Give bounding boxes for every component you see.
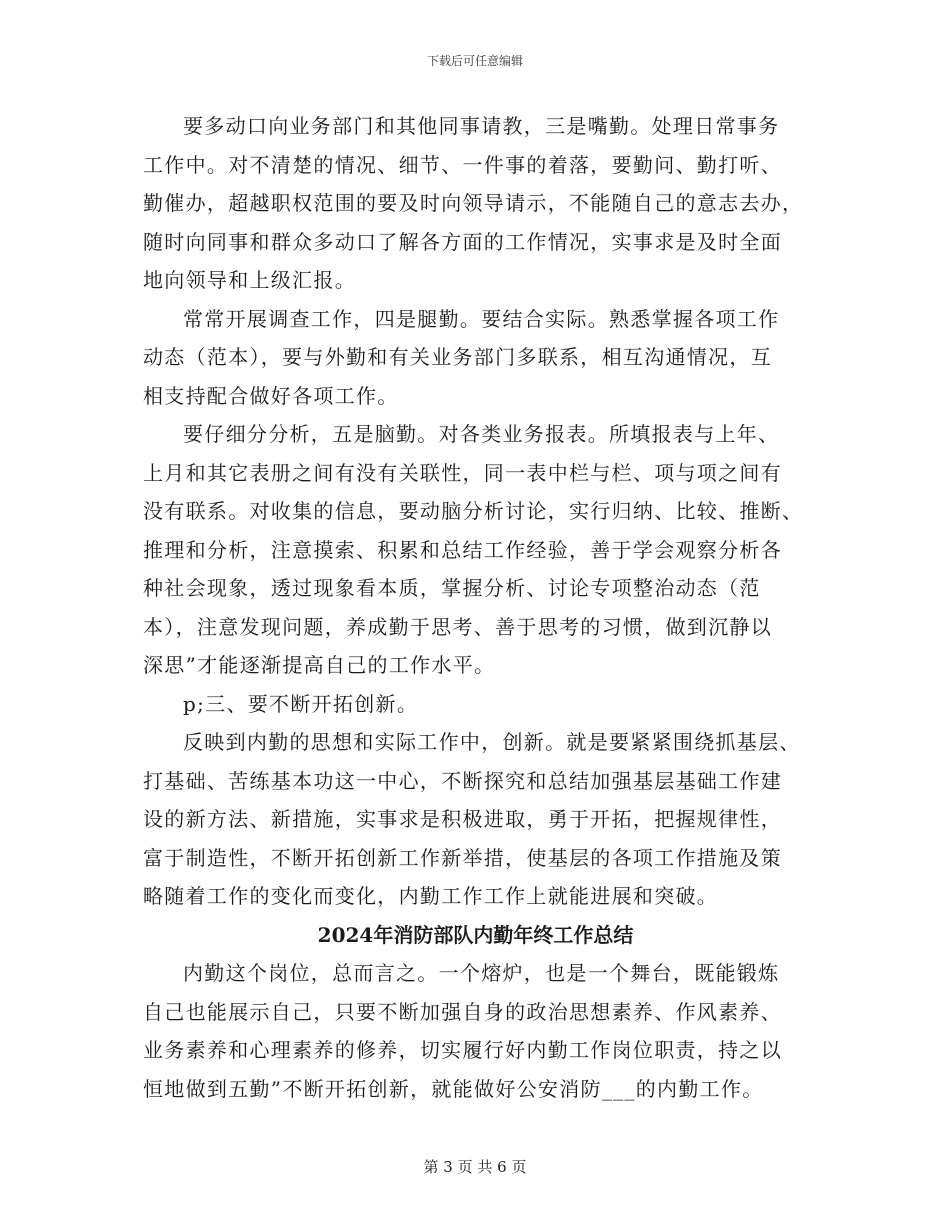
paragraph-group-top xyxy=(143,107,808,916)
text-line: 上月和其它表册之间有没有关联性，同一表中栏与栏、项与项之间有 xyxy=(143,460,782,485)
text-line: 富于制造性，不断开拓创新工作新举措，使基层的各项工作措施及策 xyxy=(143,845,782,870)
text-line: 打基础、苦练基本功这一中心，不断探究和总结加强基层基础工作建 xyxy=(143,768,782,793)
page-header: 下载后可任意编辑 xyxy=(426,54,523,68)
text-line: 没有联系。对收集的信息，要动脑分析讨论，实行归纳、比较、推断、 xyxy=(143,499,804,523)
text-line: 内勤这个岗位，总而言之。一个熔炉，也是一个舞台，既能锻炼 xyxy=(183,961,780,985)
text-line: 本），注意发现问题，养成勤于思考、善于思考的习惯，做到沉静以 xyxy=(143,614,772,639)
text-line: 业务素养和心理素养的修养，切实履行好内勤工作岗位职责，持之以 xyxy=(143,1038,782,1062)
text-line: p;三、要不断开拓创新。 xyxy=(183,691,419,716)
text-line: 种社会现象，透过现象看本质，掌握分析、讨论专项整治动态（范 xyxy=(143,576,761,600)
text-line: 要仔细分分析，五是脑勤。对各类业务报表。所填报表与上年、 xyxy=(183,422,780,446)
text-line: 要多动口向业务部门和其他同事请教，三是嘴勤。处理日常事务 xyxy=(183,114,780,138)
paragraph xyxy=(143,107,808,300)
text-line: 恒地做到五勤”不断开拓创新，就能做好公安消防___的内勤工作。 xyxy=(143,1076,764,1101)
paragraph xyxy=(143,685,808,724)
text-line: 略随着工作的变化而变化，内勤工作工作上就能进展和突破。 xyxy=(143,884,719,908)
text-line: 地向领导和上级汇报。 xyxy=(143,268,356,292)
page-footer: 第 3 页 共 6 页 xyxy=(423,1158,527,1176)
paragraph xyxy=(143,954,808,1108)
text-line: 深思”才能逐渐提高自己的工作水平。 xyxy=(143,653,496,677)
text-line: 相支持配合做好各项工作。 xyxy=(143,383,399,408)
text-line: 随时向同事和群众多动口了解各方面的工作情况，实事求是及时全面 xyxy=(143,229,782,254)
text-line: 自己也能展示自己，只要不断加强自身的政治思想素养、作风素养、 xyxy=(143,999,782,1024)
text-line: 动态（范本），要与外勤和有关业务部门多联系，相互沟通情况，互 xyxy=(143,345,772,369)
paragraph xyxy=(143,415,808,685)
paragraph-group-bottom xyxy=(143,954,808,1108)
text-line: 设的新方法、新措施，实事求是积极进取，勇于开拓，把握规律性， xyxy=(143,807,782,831)
document-body xyxy=(143,107,808,1108)
section-title: 2024年消防部队内勤年终工作总结 xyxy=(317,922,634,947)
text-line: 勤催办，超越职权范围的要及时向领导请示，不能随自己的意志去办， xyxy=(143,191,804,215)
paragraph xyxy=(143,723,808,916)
text-line: 反映到内勤的思想和实际工作中，创新。就是要紧紧围绕抓基层、 xyxy=(183,730,801,754)
paragraph xyxy=(143,300,808,416)
text-line: 工作中。对不清楚的情况、细节、一件事的着落，要勤问、勤打听、 xyxy=(143,152,782,177)
text-line: 推理和分析，注意摸索、积累和总结工作经验，善于学会观察分析各 xyxy=(143,537,782,562)
text-line: 常常开展调查工作，四是腿勤。要结合实际。熟悉掌握各项工作 xyxy=(183,306,780,331)
